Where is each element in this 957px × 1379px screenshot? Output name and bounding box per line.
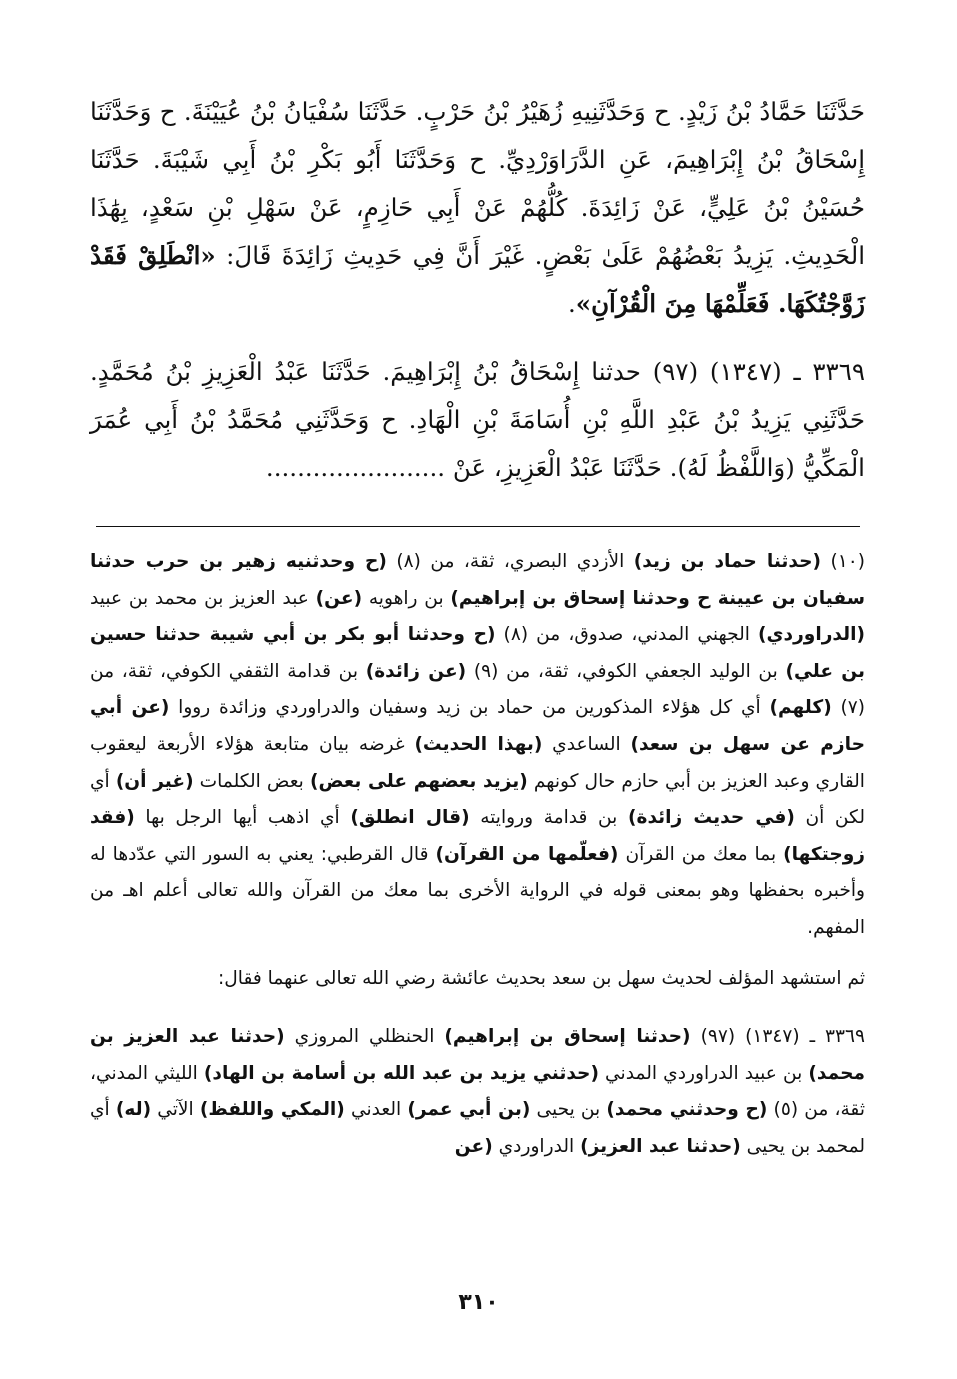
commentary-run: عبد العزيز بن محمد بن عبيد xyxy=(90,587,316,609)
commentary-paragraph-1 xyxy=(90,544,865,947)
commentary-paragraph-3 xyxy=(90,1019,865,1165)
page-number: ٣١٠ xyxy=(458,1290,499,1315)
commentary-section xyxy=(90,544,865,1166)
commentary-run: الأزدي البصري، ثقة، من (٨) xyxy=(386,551,634,572)
commentary-run-bold: (عن xyxy=(454,1135,493,1157)
commentary-run: أي اذهب أيها الرجل بها xyxy=(134,807,351,829)
commentary-run-bold: (في حديث زائدة) xyxy=(627,807,795,829)
commentary-run-bold: (حدثنا عبد العزيز) xyxy=(580,1135,741,1157)
commentary-run: قال القرطبي: يعني به السور التي عدّدها له وأخبره بحفظها وهو بمعنى قوله في الرواية الأخرى بما معك من القرآن والله تعالى أعلم اهـ من المفهم. xyxy=(90,843,865,938)
footnote-divider xyxy=(96,526,860,527)
commentary-run: بن عبيد الدراوردي المدني xyxy=(598,1062,809,1084)
commentary-run-bold: (عن) xyxy=(315,587,363,609)
commentary-run: ٣٣٦٩ ـ (١٣٤٧) (٩٧) xyxy=(690,1026,865,1048)
commentary-run-bold: (حدثنا إسحاق بن إبراهيم) xyxy=(444,1026,691,1048)
hadith-run: ٣٣٦٩ ـ (١٣٤٧) (٩٧) حدثنا إِسْحَاقُ بْنُ إِبْرَاهِيمَ. حَدَّثَنَا عَبْدُ الْعَزِيزِ بْنُ مُحَمَّدٍ. حَدَّثَنِي يَزِيدُ بْنُ عَبْدِ اللَّهِ بْنِ أُسَامَةَ بْنِ الْهَادِ. ح وَحَدَّثَنِي مُحَمَّدُ بْنُ أَبِي عُمَرَ الْمَكِّيُّ (وَاللَّفْظُ لَهُ). حَدَّثَنَا عَبْدُ الْعَزِيزِ، عَنْ ....................... xyxy=(90,357,866,482)
commentary-run: بن قدامة الثقفي الكوفي، ثقة، من (٧) xyxy=(90,660,865,719)
commentary-run-bold: (فقد زوجتكها) xyxy=(90,807,865,865)
commentary-run: الحنظلي المروزي xyxy=(284,1026,445,1048)
commentary-run: بن قدامة وروايته xyxy=(469,807,628,829)
commentary-run-bold: (يزيد بعضهم على بعض) xyxy=(309,770,528,792)
commentary-run: بما معك من القرآن xyxy=(618,843,784,865)
commentary-run-bold: (عن زائدة) xyxy=(365,660,467,682)
commentary-run-bold: (كلهم) xyxy=(769,697,832,719)
commentary-run: الجهني المدني، صدوق، من (٨) xyxy=(495,624,758,646)
commentary-run: الليثي المدني، ثقة، من (٥) xyxy=(90,1062,866,1121)
commentary-run: غرضه بيان متابعة هؤلاء الأربعة ليعقوب القاري وعبد العزيز بن أبي حازم حال كونهم xyxy=(90,733,865,792)
commentary-run-bold: (عن أبي حازم عن سهل بن سعد) xyxy=(90,697,865,755)
commentary-run-bold: (حدثنا عبد العزيز بن محمد) xyxy=(90,1026,865,1084)
commentary-run-bold: (قال انطلق) xyxy=(350,807,470,829)
commentary-run: الآتي xyxy=(151,1099,200,1121)
commentary-run-bold: (حدثني يزيد بن عبد الله بن أسامة بن الهاد) xyxy=(203,1062,599,1084)
hadith-block-1 xyxy=(90,88,865,328)
commentary-run-bold: (غير أن) xyxy=(115,770,194,792)
commentary-run: بن يحيى xyxy=(530,1099,607,1121)
commentary-run-bold: (ح وحدثنا أبو بكر بن أبي شيبة حدثنا حسين بن علي) xyxy=(90,624,866,682)
hadith-text-section xyxy=(90,88,865,492)
commentary-run-bold: (الدراوردي) xyxy=(758,624,866,646)
commentary-paragraph-2 xyxy=(90,961,865,998)
commentary-run: أي لكن أن xyxy=(90,770,865,829)
commentary-run-bold: (له) xyxy=(115,1099,152,1121)
commentary-run-bold: (فعلّمها من القرآن) xyxy=(435,843,619,865)
commentary-run-bold: (ح وحدثني محمد) xyxy=(606,1099,768,1121)
commentary-run: أي لمحمد بن يحيى xyxy=(90,1099,865,1157)
commentary-run: بن الوليد الجعفي الكوفي، ثقة، من (٩) xyxy=(466,660,786,682)
commentary-run: الساعدي xyxy=(542,733,631,755)
commentary-run: بن راهويه xyxy=(362,587,451,609)
commentary-run: بعض الكلمات xyxy=(193,770,310,792)
hadith-run: . xyxy=(567,289,576,318)
commentary-run: الدراوردي xyxy=(492,1135,581,1157)
commentary-run: ثم استشهد المؤلف لحديث سهل بن سعد بحديث عائشة رضي الله تعالى عنهما فقال: xyxy=(218,967,865,989)
hadith-run: حَدَّثَنَا حَمَّادُ بْنُ زَيْدٍ. ح وَحَدَّثَنِيهِ زُهَيْرُ بْنُ حَرْبٍ. حَدَّثَنَا سُفْيَانُ بْنُ عُيَيْنَةَ. ح وَحَدَّثَنَا إِسْحَاقُ بْنُ إِبْرَاهِيمَ، عَنِ الدَّرَاوَرْدِيِّ. ح وَحَدَّثَنَا أَبُو بَكْرِ بْنُ أَبِي شَيْبَةَ. حَدَّثَنَا حُسَيْنُ بْنُ عَلِيٍّ، عَنْ زَائِدَةَ. كُلُّهُمْ عَنْ أَبِي حَازِمٍ، عَنْ سَهْلِ بْنِ سَعْدٍ، بِهَٰذَا الْحَدِيثِ. يَزِيدُ بَعْضُهُمْ عَلَىٰ بَعْضٍ. غَيْرَ أَنَّ فِي حَدِيثِ زَائِدَةَ قَالَ: xyxy=(90,97,865,270)
hadith-run-bold: «انْطَلِقْ فَقَدْ زَوَّجْتُكَهَا. فَعَلِّمْهَا مِنَ الْقُرْآنِ» xyxy=(90,241,865,318)
commentary-run-bold: (بن أبي عمر) xyxy=(407,1099,531,1121)
hadith-block-2 xyxy=(90,348,865,492)
commentary-run: أي كل هؤلاء المذكورين من حماد بن زيد وسفيان والدراوردي وزائدة رووا xyxy=(169,697,770,719)
commentary-run: (١٠) xyxy=(821,551,866,572)
commentary-run: العدني xyxy=(344,1099,408,1121)
commentary-run-bold: (المكي واللفظ) xyxy=(199,1099,345,1121)
commentary-run-bold: (ح وحدثنيه زهير بن حرب حدثنا سفيان بن عيينة ح وحدثنا إسحاق بن إبراهيم) xyxy=(90,551,865,609)
commentary-run-bold: (بهذا الحديث) xyxy=(414,733,543,755)
commentary-run-bold: (حدثنا حماد بن زيد) xyxy=(633,551,822,572)
